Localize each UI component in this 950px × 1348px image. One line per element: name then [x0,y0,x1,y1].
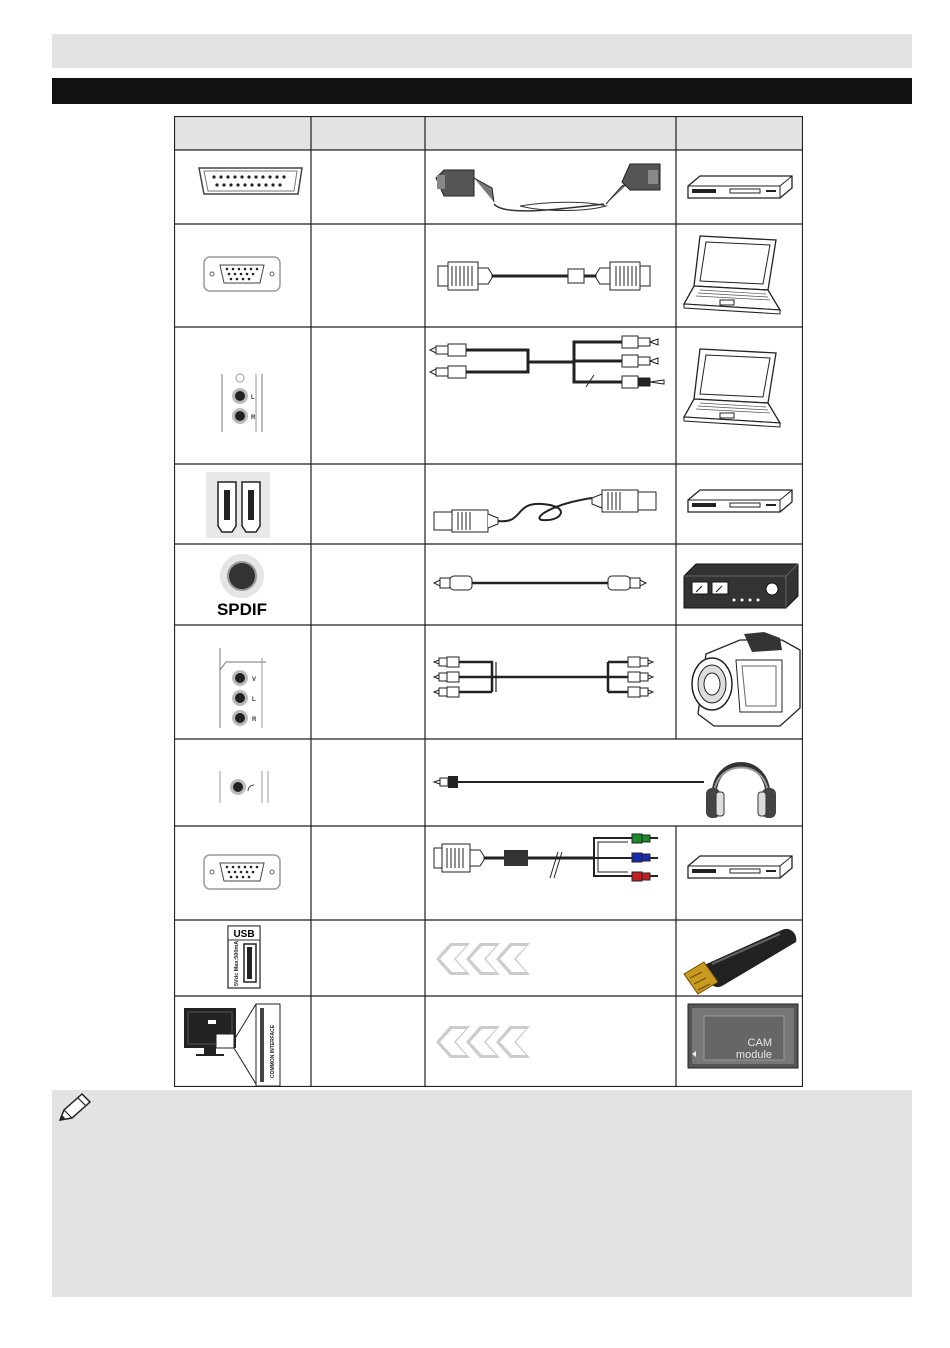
ci-slot-icon [184,1004,280,1086]
note-box [52,1090,912,1297]
audio-lr-socket-icon [222,374,262,432]
svg-text:L: L [252,697,256,703]
cam-module-icon [688,1004,798,1068]
laptop-icon-2 [684,349,780,427]
table-header-row [174,116,803,150]
laptop-icon [684,236,780,314]
dvd-recorder-icon-2 [688,490,792,512]
scart-socket-icon [199,168,302,194]
vga-cable-icon [438,262,650,290]
dvd-recorder-icon-3 [688,856,792,878]
usb-sublabel: 5Vdc Max:500mA [234,940,240,986]
camcorder-icon [692,632,800,726]
hdmi-sockets-icon [206,472,270,538]
connection-table [174,116,803,1087]
spdif-socket-icon [220,554,264,598]
rca-to-minijack-cable-icon [430,336,664,388]
headphone-cable-icon [434,776,704,788]
cam-label-1: CAM [747,1037,772,1049]
av-rca-socket-icon [220,648,266,728]
scart-cable-icon [436,164,660,211]
pencil-icon [56,1092,92,1124]
vga-socket-icon [204,257,280,291]
ci-label: COMMON INTERFACE [270,1024,276,1078]
hdmi-cable-icon [434,490,656,532]
audio-amplifier-icon [684,564,798,608]
rca-av-cable-icon [434,657,653,697]
page-header-band [52,34,912,68]
svg-text:V: V [252,677,257,683]
insert-arrows-icon-2 [436,1026,530,1058]
headphone-socket-icon [220,771,268,803]
svg-text:L: L [251,395,255,401]
svg-text:R: R [251,415,256,421]
ypbpr-vga-socket-icon [204,855,280,889]
coax-cable-icon [434,576,646,590]
vga-to-component-cable-icon [434,834,658,881]
cam-label-2: module [735,1049,772,1061]
usb-label: USB [233,929,255,940]
spdif-label: SPDIF [216,600,268,619]
usb-stick-icon [684,929,796,994]
insert-arrows-icon [436,943,530,975]
svg-text:R: R [252,717,257,723]
section-title-bar [52,78,912,104]
dvd-recorder-icon [688,176,792,198]
headphones-icon [706,765,776,819]
